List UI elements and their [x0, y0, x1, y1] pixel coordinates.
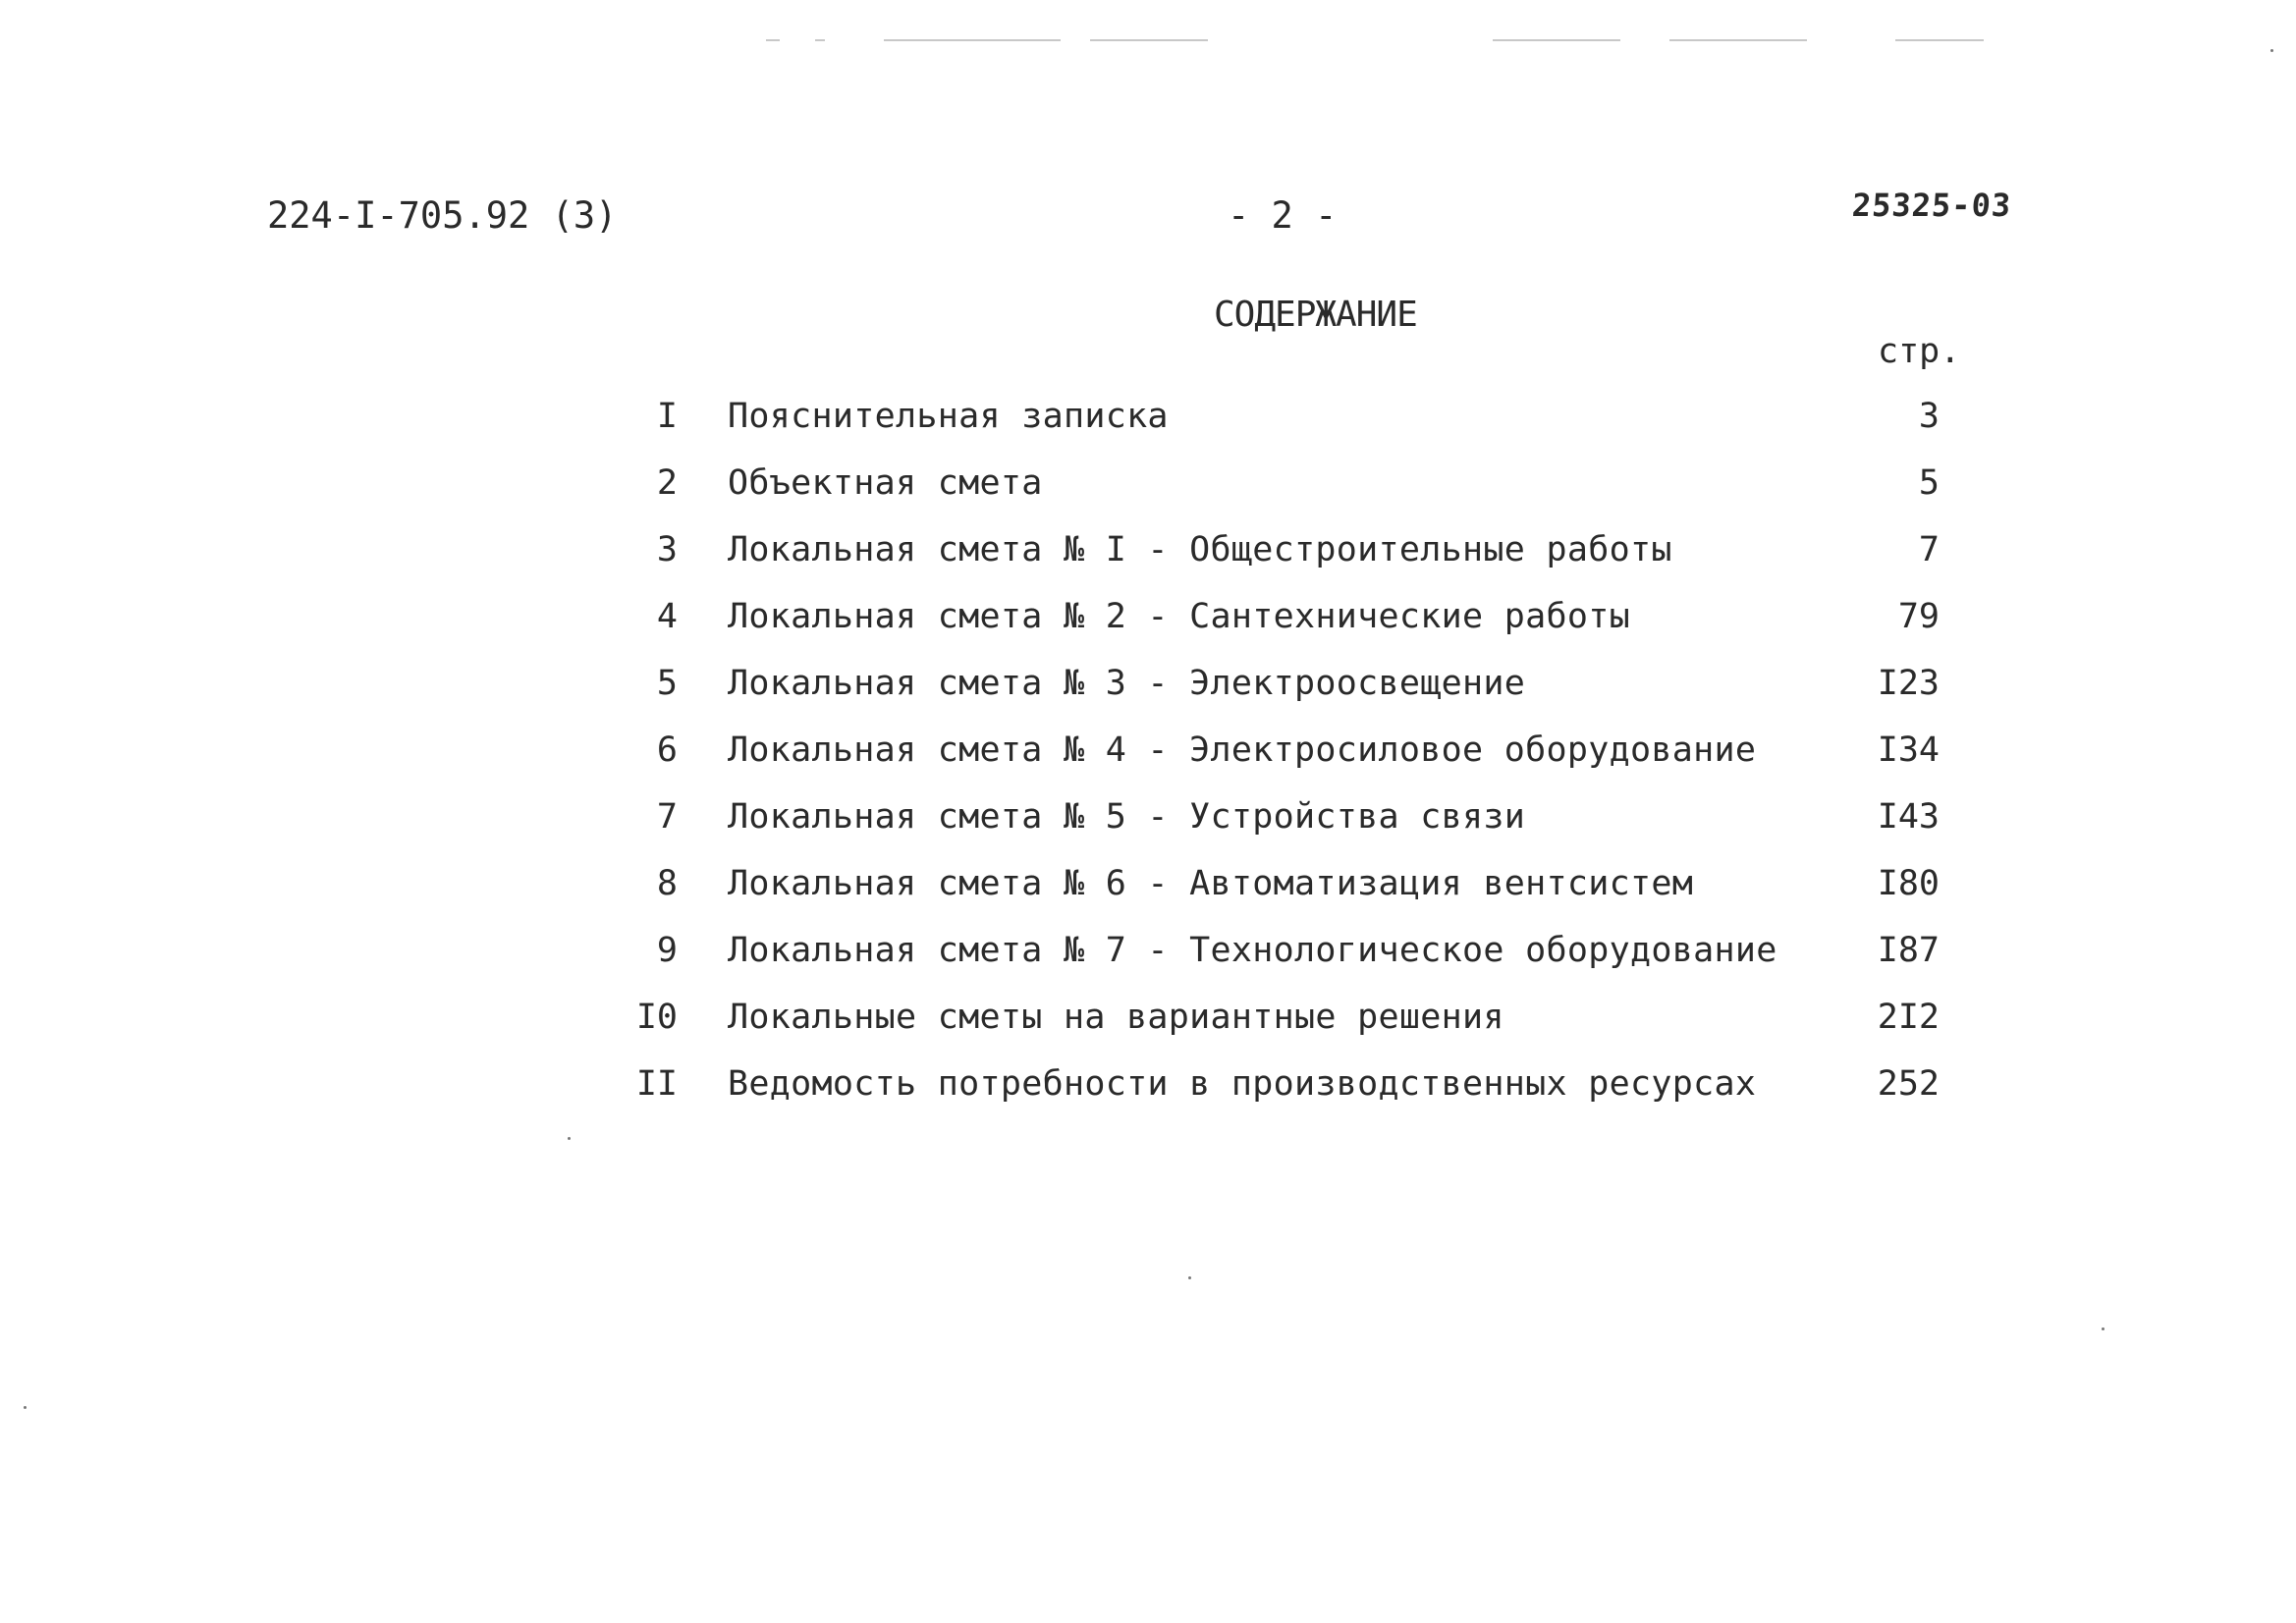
toc-row — [0, 658, 2296, 717]
toc-item-number: 9 — [656, 931, 678, 970]
scan-speck — [2270, 49, 2273, 52]
toc-row — [0, 791, 2296, 850]
toc-item-number: II — [635, 1064, 678, 1104]
toc-item-number: I0 — [635, 998, 678, 1037]
toc-row — [0, 925, 2296, 984]
toc-item-title: Объектная смета — [728, 463, 1043, 503]
page-number: - 2 - — [1228, 194, 1338, 237]
toc-item-page: 3 — [1918, 397, 1940, 436]
toc-row — [0, 992, 2296, 1051]
toc-item-page: I43 — [1877, 797, 1940, 837]
toc-row — [0, 591, 2296, 650]
toc-row — [0, 458, 2296, 516]
scan-speck — [568, 1137, 571, 1140]
toc-item-title: Локальная смета № 5 - Устройства связи — [728, 797, 1526, 837]
toc-item-page: I87 — [1877, 931, 1940, 970]
toc-item-number: 4 — [656, 597, 678, 636]
page-column-label: стр. — [1878, 332, 1961, 371]
toc-item-page: 7 — [1918, 530, 1940, 569]
toc-item-page: I34 — [1877, 730, 1940, 770]
toc-item-page: I80 — [1877, 864, 1940, 903]
toc-item-number: 6 — [656, 730, 678, 770]
toc-item-number: 5 — [656, 664, 678, 703]
toc-item-page: 5 — [1918, 463, 1940, 503]
toc-row — [0, 391, 2296, 450]
contents-title: СОДЕРЖАНИЕ — [1214, 295, 1417, 335]
toc-item-number: 2 — [656, 463, 678, 503]
toc-item-number: 7 — [656, 797, 678, 837]
toc-item-page: I23 — [1877, 664, 1940, 703]
toc-item-title: Локальная смета № 4 - Электросиловое оборудование — [728, 730, 1757, 770]
scan-speck — [24, 1406, 27, 1409]
toc-item-title: Локальная смета № 6 - Автоматизация вентсистем — [728, 864, 1694, 903]
toc-item-page: 252 — [1877, 1064, 1940, 1104]
toc-item-page: 2I2 — [1877, 998, 1940, 1037]
toc-row — [0, 858, 2296, 917]
toc-item-title: Пояснительная записка — [728, 397, 1169, 436]
toc-item-title: Локальная смета № I - Общестроительные работы — [728, 530, 1672, 569]
document-code: 224-I-705.92 (3) — [267, 194, 618, 237]
toc-item-title: Ведомость потребности в производственных ресурсах — [728, 1064, 1757, 1104]
scan-speck — [2102, 1327, 2105, 1330]
toc-row — [0, 725, 2296, 784]
toc-item-page: 79 — [1897, 597, 1940, 636]
inventory-number: 25325-03 — [1850, 187, 2013, 224]
toc-item-title: Локальная смета № 3 - Электроосвещение — [728, 664, 1526, 703]
toc-row — [0, 1058, 2296, 1117]
toc-row — [0, 524, 2296, 583]
toc-item-number: 3 — [656, 530, 678, 569]
toc-item-title: Локальная смета № 2 - Сантехнические работы — [728, 597, 1630, 636]
toc-item-number: 8 — [656, 864, 678, 903]
scan-speck — [1188, 1276, 1191, 1279]
toc-item-number: I — [656, 397, 678, 436]
scan-artifacts — [756, 39, 2023, 45]
toc-item-title: Локальные сметы на вариантные решения — [728, 998, 1504, 1037]
toc-item-title: Локальная смета № 7 - Технологическое оборудование — [728, 931, 1777, 970]
